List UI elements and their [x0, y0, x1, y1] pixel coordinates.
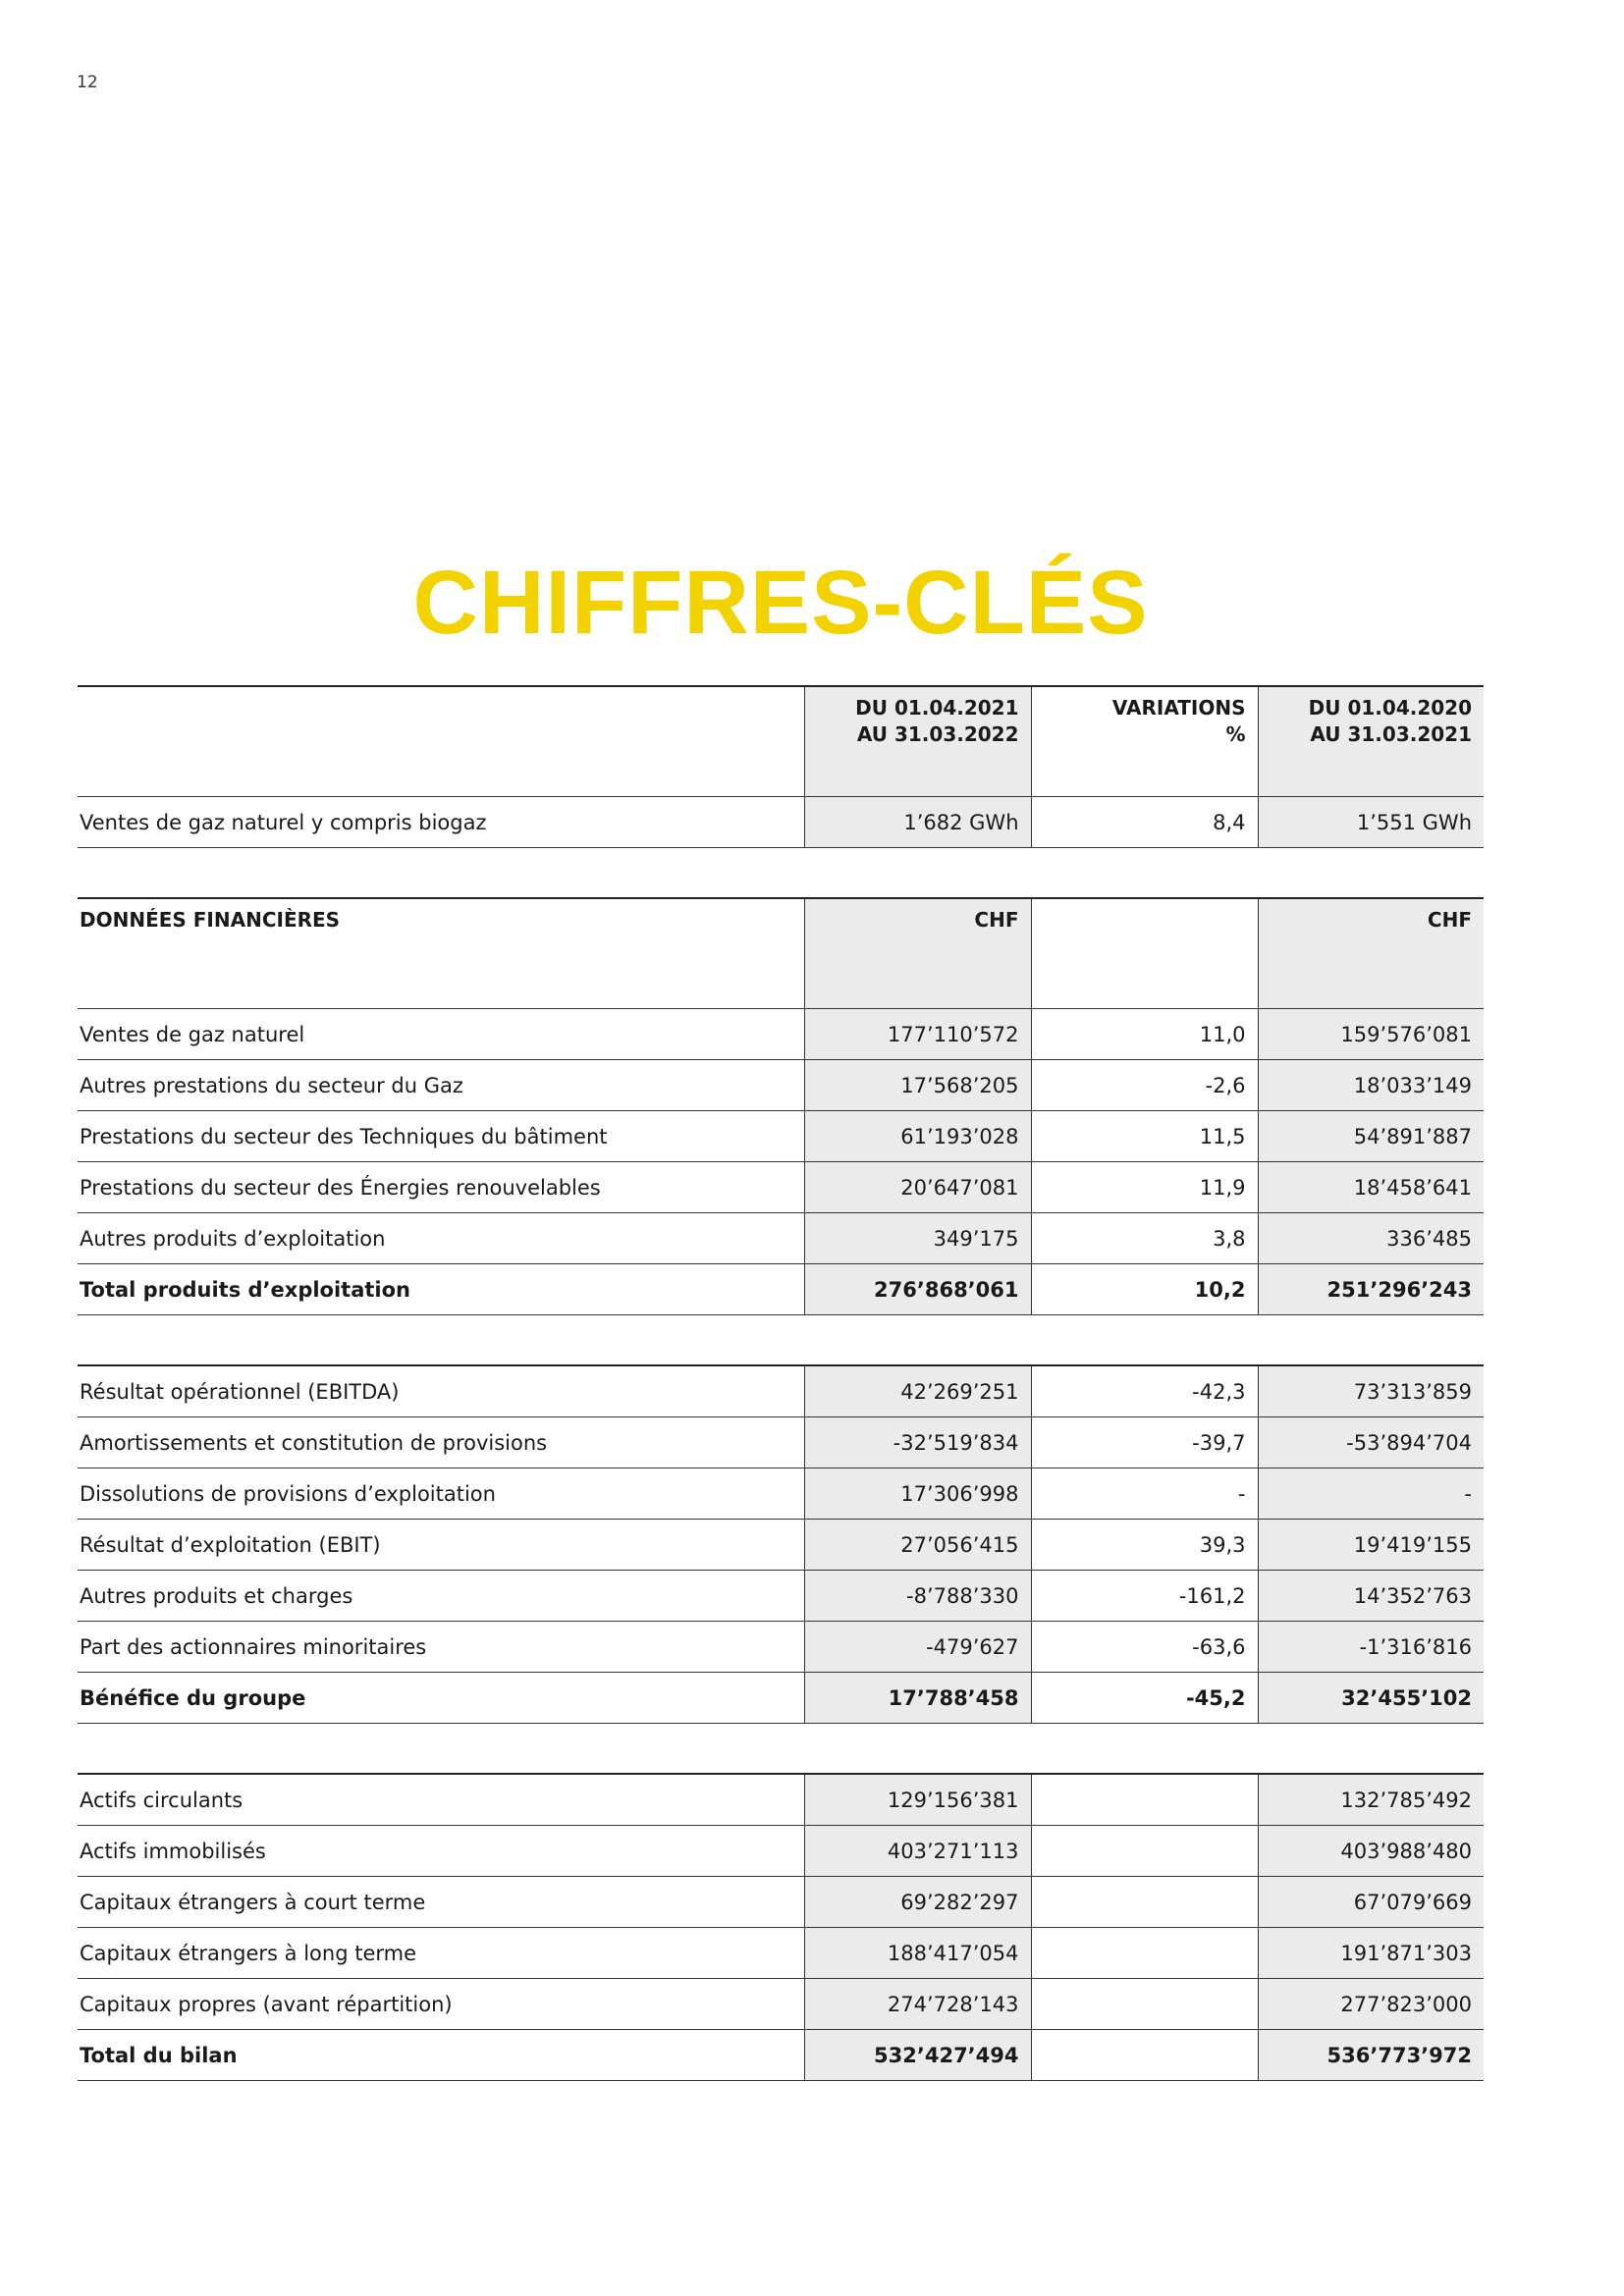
cell-variation: -: [1031, 1468, 1258, 1520]
cell-variation: 11,0: [1031, 1009, 1258, 1060]
cell-value-2021: 277’823’000: [1258, 1979, 1484, 2030]
table-row: [78, 1622, 1484, 1673]
cell-variation: 39,3: [1031, 1520, 1258, 1571]
table-row: [78, 1571, 1484, 1622]
cell-value-2021: 1’551 GWh: [1258, 797, 1484, 848]
table-row: [78, 1009, 1484, 1060]
row-label: Autres produits d’exploitation: [78, 1213, 804, 1264]
cell-value-2021: 132’785’492: [1258, 1774, 1484, 1826]
row-label: Autres prestations du secteur du Gaz: [78, 1060, 804, 1111]
row-label: Capitaux étrangers à long terme: [78, 1928, 804, 1979]
cell-variation: 3,8: [1031, 1213, 1258, 1264]
header-variations: [1031, 686, 1258, 797]
cell-value-2021: 32’455’102: [1258, 1673, 1484, 1724]
cell-value-2022: 532’427’494: [804, 2030, 1031, 2081]
cell-value-2022: 20’647’081: [804, 1162, 1031, 1213]
financial-header-row: [78, 898, 1484, 1009]
cell-variation: -39,7: [1031, 1417, 1258, 1468]
header-period-2021-line2: AU 31.03.2021: [1310, 722, 1472, 746]
table-row: [78, 1928, 1484, 1979]
table-row: [78, 1774, 1484, 1826]
currency-variation-empty: [1031, 898, 1258, 1009]
table-row: [78, 1877, 1484, 1928]
key-figures-table: [78, 685, 1484, 2081]
cell-value-2022: 177’110’572: [804, 1009, 1031, 1060]
table-row: [78, 1673, 1484, 1724]
table-row: [78, 2030, 1484, 2081]
cell-value-2022: 403’271’113: [804, 1826, 1031, 1877]
cell-value-2021: 159’576’081: [1258, 1009, 1484, 1060]
table-row: [78, 1826, 1484, 1877]
header-period-2021-line1: DU 01.04.2020: [1308, 696, 1472, 720]
cell-value-2021: 54’891’887: [1258, 1111, 1484, 1162]
cell-value-2022: 274’728’143: [804, 1979, 1031, 2030]
cell-value-2021: 18’033’149: [1258, 1060, 1484, 1111]
cell-value-2021: -1’316’816: [1258, 1622, 1484, 1673]
table-row: [78, 1365, 1484, 1417]
cell-variation: [1031, 1826, 1258, 1877]
cell-variation: [1031, 1928, 1258, 1979]
cell-variation: [1031, 1979, 1258, 2030]
table-row: [78, 1162, 1484, 1213]
cell-value-2022: -8’788’330: [804, 1571, 1031, 1622]
cell-value-2021: 73’313’859: [1258, 1365, 1484, 1417]
row-label: Prestations du secteur des Techniques du bâtiment: [78, 1111, 804, 1162]
cell-value-2022: 188’417’054: [804, 1928, 1031, 1979]
cell-value-2022: 69’282’297: [804, 1877, 1031, 1928]
cell-value-2022: 1’682 GWh: [804, 797, 1031, 848]
cell-variation: -42,3: [1031, 1365, 1258, 1417]
row-label: Bénéfice du groupe: [78, 1673, 804, 1724]
cell-variation: 11,9: [1031, 1162, 1258, 1213]
row-label: Amortissements et constitution de provisions: [78, 1417, 804, 1468]
cell-value-2022: 129’156’381: [804, 1774, 1031, 1826]
row-label: Résultat opérationnel (EBITDA): [78, 1365, 804, 1417]
key-figures-table-container: [78, 685, 1484, 2081]
cell-variation: -161,2: [1031, 1571, 1258, 1622]
cell-value-2022: 27’056’415: [804, 1520, 1031, 1571]
table-row: [78, 1213, 1484, 1264]
table-row: [78, 1468, 1484, 1520]
currency-2022: CHF: [804, 898, 1031, 1009]
row-label: Capitaux étrangers à court terme: [78, 1877, 804, 1928]
cell-value-2022: 42’269’251: [804, 1365, 1031, 1417]
row-label: Prestations du secteur des Énergies renouvelables: [78, 1162, 804, 1213]
table-row: [78, 1060, 1484, 1111]
cell-variation: 10,2: [1031, 1264, 1258, 1315]
currency-2021: CHF: [1258, 898, 1484, 1009]
row-label: Actifs circulants: [78, 1774, 804, 1826]
financial-section-heading: DONNÉES FINANCIÈRES: [78, 898, 804, 1009]
cell-value-2021: 18’458’641: [1258, 1162, 1484, 1213]
table-row: [78, 1417, 1484, 1468]
row-label: Total produits d’exploitation: [78, 1264, 804, 1315]
page-title: CHIFFRES-CLÉS: [412, 553, 1149, 653]
cell-value-2022: 17’568’205: [804, 1060, 1031, 1111]
table-row: [78, 1264, 1484, 1315]
row-label: Total du bilan: [78, 2030, 804, 2081]
cell-value-2022: 17’788’458: [804, 1673, 1031, 1724]
header-variations-line2: %: [1225, 722, 1246, 746]
row-label: Résultat d’exploitation (EBIT): [78, 1520, 804, 1571]
spacer-row: [78, 1724, 1484, 1775]
row-label: Ventes de gaz naturel y compris biogaz: [78, 797, 804, 848]
cell-value-2021: 19’419’155: [1258, 1520, 1484, 1571]
cell-variation: -2,6: [1031, 1060, 1258, 1111]
table-row: [78, 1520, 1484, 1571]
cell-value-2022: -479’627: [804, 1622, 1031, 1673]
table-header-row: [78, 686, 1484, 797]
header-period-2021: [1258, 686, 1484, 797]
cell-value-2022: 61’193’028: [804, 1111, 1031, 1162]
table-row: [78, 1979, 1484, 2030]
cell-variation: [1031, 1774, 1258, 1826]
cell-value-2022: 349’175: [804, 1213, 1031, 1264]
cell-value-2021: 14’352’763: [1258, 1571, 1484, 1622]
sales-volume-row: [78, 797, 1484, 848]
cell-value-2022: -32’519’834: [804, 1417, 1031, 1468]
header-period-2022-line1: DU 01.04.2021: [855, 696, 1019, 720]
header-label-cell: [78, 686, 804, 797]
row-label: Actifs immobilisés: [78, 1826, 804, 1877]
spacer-row: [78, 848, 1484, 899]
cell-value-2021: -53’894’704: [1258, 1417, 1484, 1468]
cell-value-2022: 17’306’998: [804, 1468, 1031, 1520]
cell-value-2021: 336’485: [1258, 1213, 1484, 1264]
row-label: Ventes de gaz naturel: [78, 1009, 804, 1060]
cell-variation: -63,6: [1031, 1622, 1258, 1673]
row-label: Autres produits et charges: [78, 1571, 804, 1622]
header-variations-line1: VARIATIONS: [1111, 696, 1246, 720]
cell-variation: [1031, 2030, 1258, 2081]
row-label: Part des actionnaires minoritaires: [78, 1622, 804, 1673]
cell-variation: 11,5: [1031, 1111, 1258, 1162]
spacer-row: [78, 1315, 1484, 1366]
cell-value-2021: 67’079’669: [1258, 1877, 1484, 1928]
cell-variation: 8,4: [1031, 797, 1258, 848]
row-label: Capitaux propres (avant répartition): [78, 1979, 804, 2030]
row-label: Dissolutions de provisions d’exploitation: [78, 1468, 804, 1520]
cell-value-2021: 191’871’303: [1258, 1928, 1484, 1979]
header-period-2022-line2: AU 31.03.2022: [856, 722, 1019, 746]
cell-value-2021: 536’773’972: [1258, 2030, 1484, 2081]
cell-variation: -45,2: [1031, 1673, 1258, 1724]
cell-value-2021: -: [1258, 1468, 1484, 1520]
page-number: 12: [77, 73, 98, 92]
cell-value-2021: 403’988’480: [1258, 1826, 1484, 1877]
table-row: [78, 1111, 1484, 1162]
cell-value-2021: 251’296’243: [1258, 1264, 1484, 1315]
cell-value-2022: 276’868’061: [804, 1264, 1031, 1315]
header-period-2022: [804, 686, 1031, 797]
cell-variation: [1031, 1877, 1258, 1928]
